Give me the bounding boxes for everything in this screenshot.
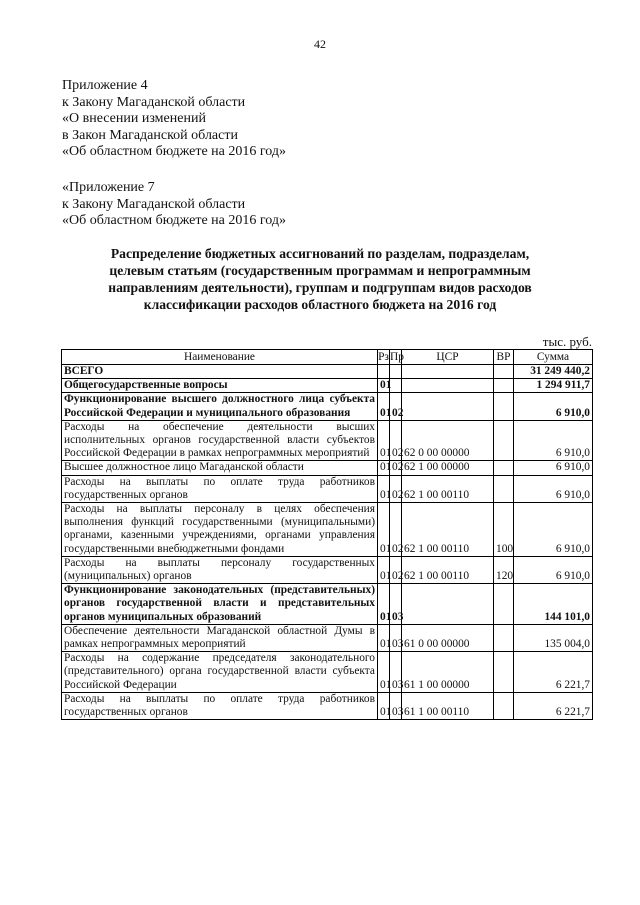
cell-sum: 6 910,0 [514, 461, 593, 475]
cell-name: Обеспечение деятельности Магаданской областной Думы в рамках непрограммных мероприятий [62, 624, 378, 651]
cell-rz: 01 [378, 420, 390, 461]
cell-rz: 01 [378, 584, 390, 625]
cell-sum: 6 910,0 [514, 420, 593, 461]
cell-csr: 62 1 00 00000 [402, 461, 494, 475]
cell-rz: 01 [378, 692, 390, 719]
appendix-line: Приложение 4 [62, 78, 148, 93]
cell-name: Общегосударственные вопросы [62, 379, 378, 393]
table-row [62, 420, 593, 461]
cell-name: Расходы на выплаты по оплате труда работников государственных органов [62, 475, 378, 502]
cell-name: Расходы на выплаты персоналу в целях обеспечения выполнения функций государственными (муниципальными) органами, казенными учреждениями, органами управления государственными внебюджетными фондами [62, 503, 378, 557]
cell-csr [402, 365, 494, 379]
cell-sum: 31 249 440,2 [514, 365, 593, 379]
appendix-block-1 [62, 78, 286, 161]
title-line: направлениям деятельности), группам и подгруппам видов расходов [108, 280, 532, 295]
cell-vr [494, 692, 514, 719]
cell-vr [494, 461, 514, 475]
cell-sum: 6 910,0 [514, 556, 593, 583]
units-label: тыс. руб. [542, 334, 592, 349]
cell-name: Расходы на содержание председателя законодательного (представительного) органа государственной власти субъекта Российской Федерации [62, 652, 378, 693]
cell-vr [494, 624, 514, 651]
cell-sum: 1 294 911,7 [514, 379, 593, 393]
table-row [62, 365, 593, 379]
cell-pr [390, 365, 402, 379]
cell-vr [494, 365, 514, 379]
cell-sum: 6 910,0 [514, 475, 593, 502]
title-line: Распределение бюджетных ассигнований по разделам, подразделам, [110, 246, 530, 261]
cell-csr [402, 584, 494, 625]
cell-pr: 02 [390, 461, 402, 475]
cell-pr: 02 [390, 393, 402, 420]
cell-vr [494, 652, 514, 693]
appendix-line: к Закону Магаданской области [62, 196, 246, 212]
cell-pr: 03 [390, 692, 402, 719]
cell-pr: 03 [390, 584, 402, 625]
cell-sum: 6 910,0 [514, 503, 593, 557]
cell-vr [494, 475, 514, 502]
table-row [62, 692, 593, 719]
cell-rz: 01 [378, 379, 390, 393]
cell-csr [402, 379, 494, 393]
table-row [62, 393, 593, 420]
appendix-block-2 [62, 180, 286, 230]
cell-rz: 01 [378, 475, 390, 502]
cell-csr: 62 1 00 00110 [402, 475, 494, 502]
cell-pr: 02 [390, 420, 402, 461]
appendix-line: к Закону Магаданской области [62, 94, 246, 110]
cell-name: Функционирование законодательных (представительных) органов государственной власти и представительных органов муниципальных образований [62, 584, 378, 625]
table-row [62, 652, 593, 693]
cell-vr: 120 [494, 556, 514, 583]
cell-pr: 03 [390, 652, 402, 693]
cell-rz: 01 [378, 503, 390, 557]
cell-csr: 62 1 00 00110 [402, 503, 494, 557]
cell-name: Расходы на обеспечение деятельности высших исполнительных органов государственной власти субъектов Российской Федерации в рамках непрограммных мероприятий [62, 420, 378, 461]
cell-sum: 6 910,0 [514, 393, 593, 420]
cell-pr: 02 [390, 503, 402, 557]
cell-name: Расходы на выплаты персоналу государственных (муниципальных) органов [62, 556, 378, 583]
appendix-line: «Об областном бюджете на 2016 год» [62, 144, 286, 159]
cell-pr: 03 [390, 624, 402, 651]
document-title [70, 245, 570, 313]
title-line: целевым статьям (государственным программам и непрограммным [109, 263, 531, 278]
cell-vr [494, 379, 514, 393]
header-name: Наименование [62, 350, 378, 365]
table-row [62, 556, 593, 583]
cell-rz: 01 [378, 556, 390, 583]
appendix-line: «Приложение 7 [62, 180, 155, 195]
header-vr: ВР [494, 350, 514, 365]
page-number: 42 [314, 37, 326, 51]
cell-rz: 01 [378, 624, 390, 651]
cell-name: ВСЕГО [62, 365, 378, 379]
cell-vr: 100 [494, 503, 514, 557]
header-csr: ЦСР [402, 350, 494, 365]
header-sum: Сумма [514, 350, 593, 365]
cell-vr [494, 393, 514, 420]
cell-csr: 61 0 00 00000 [402, 624, 494, 651]
appendix-line: «О внесении изменений [62, 111, 206, 126]
header-pr: Пр [390, 350, 404, 363]
cell-name: Функционирование высшего должностного лица субъекта Российской Федерации и муниципального образования [62, 393, 378, 420]
cell-pr: 02 [390, 556, 402, 583]
cell-csr: 61 1 00 00110 [402, 692, 494, 719]
cell-rz: 01 [378, 652, 390, 693]
table-row [62, 503, 593, 557]
budget-table [61, 349, 593, 720]
cell-sum: 135 004,0 [514, 624, 593, 651]
cell-name: Высшее должностное лицо Магаданской области [62, 461, 378, 475]
table-row [62, 379, 593, 393]
cell-sum: 6 221,7 [514, 692, 593, 719]
title-line: классификации расходов областного бюджета на 2016 год [143, 297, 497, 312]
cell-pr: 02 [390, 475, 402, 502]
cell-csr: 62 1 00 00110 [402, 556, 494, 583]
cell-csr: 61 1 00 00000 [402, 652, 494, 693]
header-rz: Рз [378, 350, 389, 363]
table-body [62, 365, 593, 720]
table-row [62, 461, 593, 475]
appendix-line: в Закон Магаданской области [62, 127, 238, 143]
cell-csr: 62 0 00 00000 [402, 420, 494, 461]
cell-sum: 144 101,0 [514, 584, 593, 625]
cell-vr [494, 584, 514, 625]
appendix-line: «Об областном бюджете на 2016 год» [62, 213, 286, 228]
table-row [62, 475, 593, 502]
cell-name: Расходы на выплаты по оплате труда работников государственных органов [62, 692, 378, 719]
cell-csr [402, 393, 494, 420]
table-row [62, 584, 593, 625]
cell-rz [378, 365, 390, 379]
cell-rz: 01 [378, 393, 390, 420]
cell-vr [494, 420, 514, 461]
cell-sum: 6 221,7 [514, 652, 593, 693]
cell-rz: 01 [378, 461, 390, 475]
table-row [62, 624, 593, 651]
table-header-row [62, 350, 593, 365]
